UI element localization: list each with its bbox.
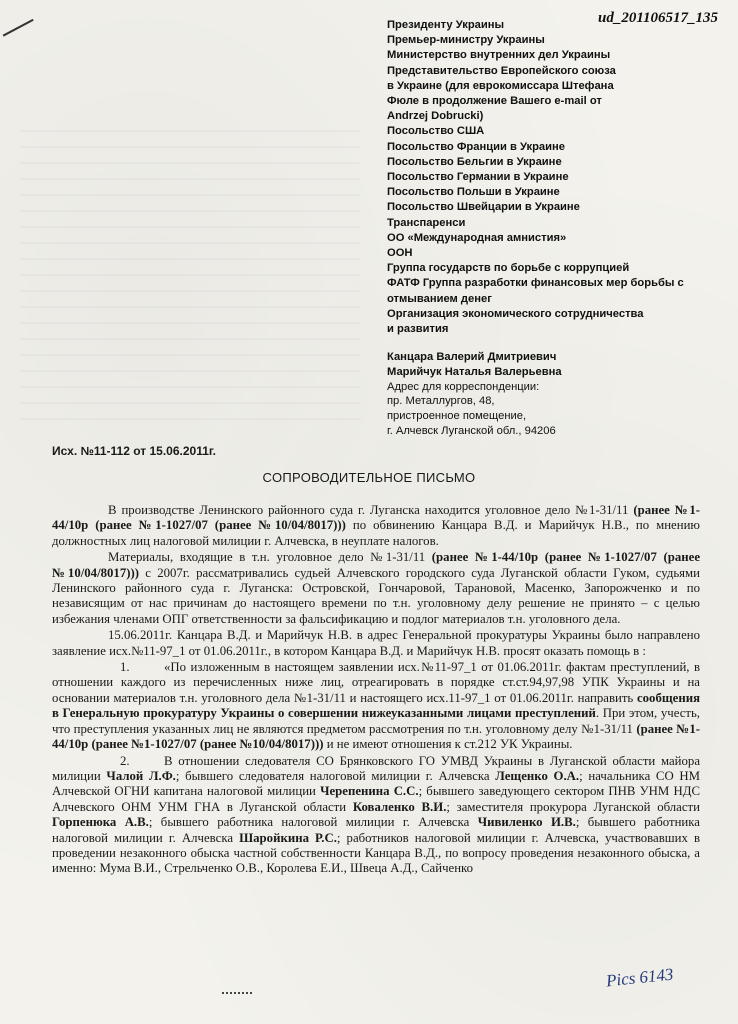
text-run: по обвинению Канцара В.Д. и Марийчук Н.В., по мнению должностных лиц налоговой милиции г. Алчевска, в неуплате налогов. xyxy=(52,518,700,548)
recipient-line: Транспаренси xyxy=(387,216,466,229)
text-run: «По изложенным в настоящем заявлении исх.№11-97_1 от 01.06.2011г. фактам преступлений, в отношении каждого из перечисленных ниже лиц, отреагировать в порядке ст.ст.94,97,98 УПК Украины и на основании материалов т.н. уголовного дела №1-31/11 и настоящего исх.11-97_1 от 01.06.2011г. направить xyxy=(52,660,700,705)
text-run: Материалы, входящие в т.н. уголовное дело №1-31/11 xyxy=(108,550,432,565)
person-name-bold: Коваленко В.И. xyxy=(352,799,447,814)
recipient-line: ФАТФ Группа разработки финансовых мер борьбы с xyxy=(387,277,684,290)
recipient-line: Группа государств по борьбе с коррупцией xyxy=(387,262,630,275)
person-name-bold: Чалой Л.Ф. xyxy=(106,768,176,783)
recipient-line: Посольство Бельгии в Украине xyxy=(387,155,562,168)
recipient-line: Посольство США xyxy=(387,125,485,138)
document-id: ud_201106517_135 xyxy=(597,10,718,26)
text-run: . При этом, учесть, что преступления указанных лиц не являются предметом рассмотрения по т.н. уголовному делу №1-31/11 xyxy=(52,706,701,736)
text-run: ; бывшего работника налоговой милиции г. Алчевска xyxy=(148,815,478,830)
text-run: ; бывшего работника налоговой милиции г. Алчевска xyxy=(52,815,700,845)
recipient-line: в Украине (для еврокомиссара Штефана xyxy=(387,79,614,92)
recipient-line: и развития xyxy=(387,323,449,336)
case-number-bold: (ранее №1-44/10р (ранее №1-1027/07 (ранее №10/04/8017))) xyxy=(52,721,700,752)
item-number: 2. xyxy=(120,753,130,768)
recipient-line: отмыванием денег xyxy=(387,292,492,305)
recipient-line: Посольство Швейцарии в Украине xyxy=(387,201,580,214)
text-run: 15.06.2011г. Канцара В.Д. и Марийчук Н.В. в адрес Генеральной прокуратуры Украины было направлено заявление исх.№11-97_1 от 01.06.2011г., в котором Канцара В.Д. и Марийчук Н.В. просят оказать помощь в : xyxy=(52,628,700,658)
person-name-bold: Лещенко О.А. xyxy=(495,768,580,783)
paragraph xyxy=(52,503,700,549)
text-run: ; бывшего следователя налоговой милиции г. Алчевска xyxy=(175,768,496,783)
recipient-line: Посольство Германии в Украине xyxy=(387,171,569,184)
handwritten-signature: Pics 6143 xyxy=(605,964,675,991)
text-run: с 2007г. рассматривались судьей Алчевского городского суда Луганской области Гуком, судьями Ленинского районного суда г. Луганска: Островской, Гончаровой, Тарановой, Масенко, Запорожченко и по независящим от нас причинам до настоящего времени по т.н. уголовному делу решение не принято – с целью избежания членами ОПГ ответственности за фальсификацию и подлог материалов т.н. уголовного дела. xyxy=(52,565,700,626)
address-line: пристроенное помещение, xyxy=(387,410,527,423)
text-run: В производстве Ленинского районного суда г. Луганска находится уголовное дело №1-31/11 xyxy=(108,503,634,517)
recipient-line: Представительство Европейского союза xyxy=(387,64,616,77)
sender-name: Марийчук Наталья Валерьевна xyxy=(387,365,562,378)
person-name-bold: Горпенюка А.В. xyxy=(52,815,149,830)
text-run: и не имеют отношения к ст.212 УК Украины. xyxy=(323,737,573,752)
recipient-line: Посольство Польши в Украине xyxy=(387,186,560,199)
bold-run: сообщения в Генеральную прокуратуру Украины о совершении нижеуказанными лицами преступлений xyxy=(52,690,700,721)
case-number-bold: (ранее №1-44/10р (ранее №1-1027/07 (ранее №10/04/8017))) xyxy=(52,550,700,580)
bleed-through-texture xyxy=(20,120,360,420)
person-name-bold: Черепенина С.С. xyxy=(320,784,419,799)
text-run: ; работников налоговой милиции г. Алчевска, участвовавших в проведении незаконного обыска частной собственности Канцара В.Д., по вопросу проведения незаконного обыска, а именно: Мума В.И., Стрельченко О.В., Королева Е.И., Швеца А.Д., Сайченко xyxy=(52,830,700,876)
item-number: 1. xyxy=(120,660,130,675)
recipient-line: Министерство внутренних дел Украины xyxy=(387,49,611,62)
text-run: ; бывшего заведующего сектором ПНВ УНМ НДС Алчевского ОНМ УНМ ГНА в Луганской области xyxy=(52,784,700,814)
address-line: г. Алчевск Луганской обл., 94206 xyxy=(387,424,556,437)
address-line: пр. Металлургов, 48, xyxy=(387,395,495,408)
senders-block xyxy=(387,350,707,439)
list-item xyxy=(52,754,700,877)
outgoing-number: Исх. №11-112 от 15.06.2011г. xyxy=(52,444,217,458)
letter-body xyxy=(52,503,700,878)
paragraph xyxy=(52,628,700,659)
recipient-line: Посольство Франции в Украине xyxy=(387,140,565,153)
recipient-line: Организация экономического сотрудничества xyxy=(387,307,644,320)
recipient-line: Andrzej Dobrucki) xyxy=(387,110,484,123)
recipients-block xyxy=(387,18,707,337)
person-name-bold: Чивиленко И.В. xyxy=(477,815,576,830)
recipient-line: Премьер-министру Украины xyxy=(387,34,545,47)
list-item xyxy=(52,660,700,752)
text-run: ; заместителя прокурора Луганской области xyxy=(446,799,700,814)
recipient-line: Президенту Украины xyxy=(387,19,505,31)
person-name-bold: Шаройкина Р.С. xyxy=(239,830,337,845)
pen-scribble xyxy=(222,992,252,1000)
text-run: В отношении следователя СО Брянковского ГО УМВД Украины в Луганской области майора милиции xyxy=(52,753,700,783)
address-line: Адрес для корреспонденции: xyxy=(387,380,540,393)
recipient-line: ООН xyxy=(387,247,413,260)
recipient-line: Фюле в продолжение Вашего e-mail от xyxy=(387,95,602,108)
paragraph xyxy=(52,550,700,627)
pen-mark xyxy=(3,19,40,47)
text-run: ; начальника СО НМ Алчевской ОГНИ капитана налоговой милиции xyxy=(52,768,701,799)
recipient-line: ОО «Международная амнистия» xyxy=(387,231,567,244)
sender-name: Канцара Валерий Дмитриевич xyxy=(387,351,557,363)
document-title: СОПРОВОДИТЕЛЬНОЕ ПИСЬМО xyxy=(262,470,476,485)
case-number-bold: (ранее №1-44/10р (ранее №1-1027/07 (ранее №10/04/8017))) xyxy=(52,503,700,533)
